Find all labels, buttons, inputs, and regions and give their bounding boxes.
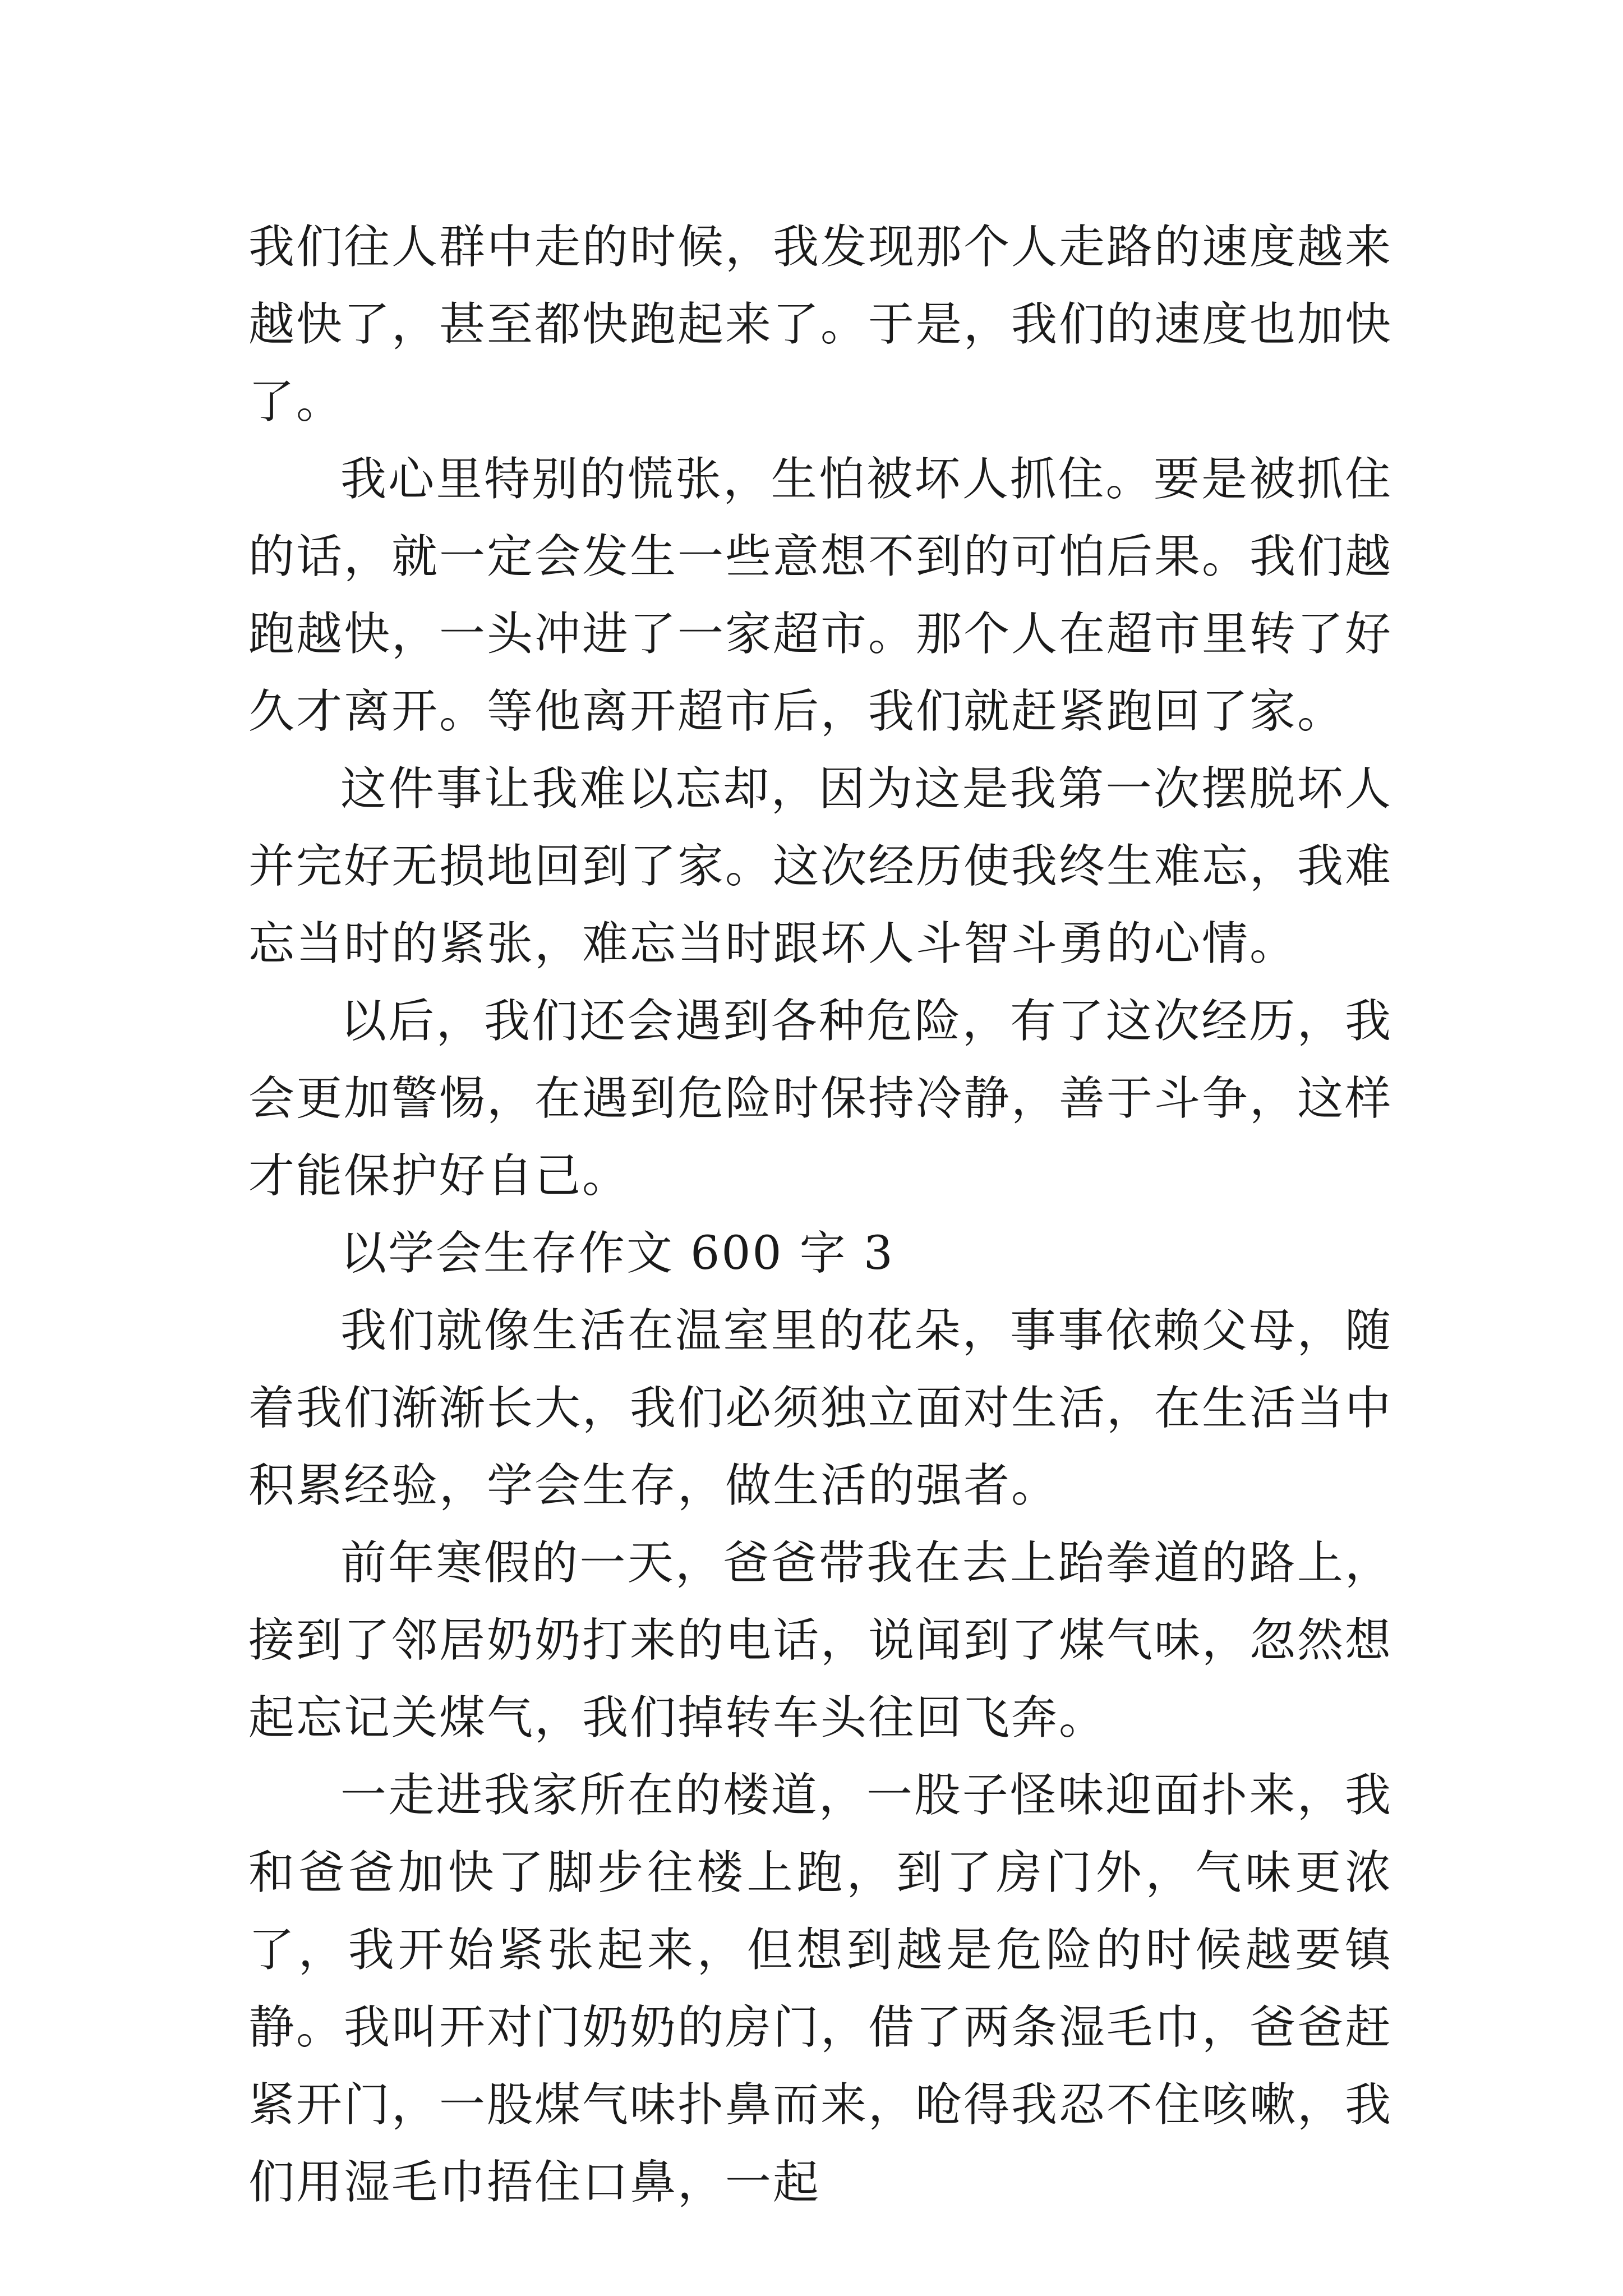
paragraph: 以后，我们还会遇到各种危险，有了这次经历，我会更加警惕，在遇到危险时保持冷静，善于斗争，这样才能保护好自己。 bbox=[248, 995, 1393, 1203]
paragraph: 我们往人群中走的时候，我发现那个人走路的速度越来越快了，甚至都快跑起来了。于是，我们的速度也加快了。 bbox=[248, 220, 1393, 429]
paragraph: 我们就像生活在温室里的花朵，事事依赖父母，随着我们渐渐长大，我们必须独立面对生活，在生活当中积累经验，学会生存，做生活的强者。 bbox=[248, 1304, 1393, 1512]
document-body bbox=[248, 209, 1393, 2221]
paragraph: 这件事让我难以忘却，因为这是我第一次摆脱坏人并完好无损地回到了家。这次经历使我终生难忘，我难忘当时的紧张，难忘当时跟坏人斗智斗勇的心情。 bbox=[248, 762, 1393, 970]
paragraph: 前年寒假的一天，爸爸带我在去上跆拳道的路上，接到了邻居奶奶打来的电话，说闻到了煤气味，忽然想起忘记关煤气，我们掉转车头往回飞奔。 bbox=[248, 1536, 1393, 1745]
section-heading: 以学会生存作文 600 字 3 bbox=[340, 1227, 895, 1280]
paragraph: 我心里特别的慌张，生怕被坏人抓住。要是被抓住的话，就一定会发生一些意想不到的可怕后果。我们越跑越快，一头冲进了一家超市。那个人在超市里转了好久才离开。等他离开超市后，我们就赶紧跑回了家。 bbox=[248, 453, 1393, 738]
paragraph: 一走进我家所在的楼道，一股子怪味迎面扑来，我和爸爸加快了脚步往楼上跑，到了房门外，气味更浓了，我开始紧张起来，但想到越是危险的时候越要镇静。我叫开对门奶奶的房门，借了两条湿毛巾，爸爸赶紧开门，一股煤气味扑鼻而来，呛得我忍不住咳嗽，我们用湿毛巾捂住口鼻，一起 bbox=[248, 1769, 1393, 2209]
